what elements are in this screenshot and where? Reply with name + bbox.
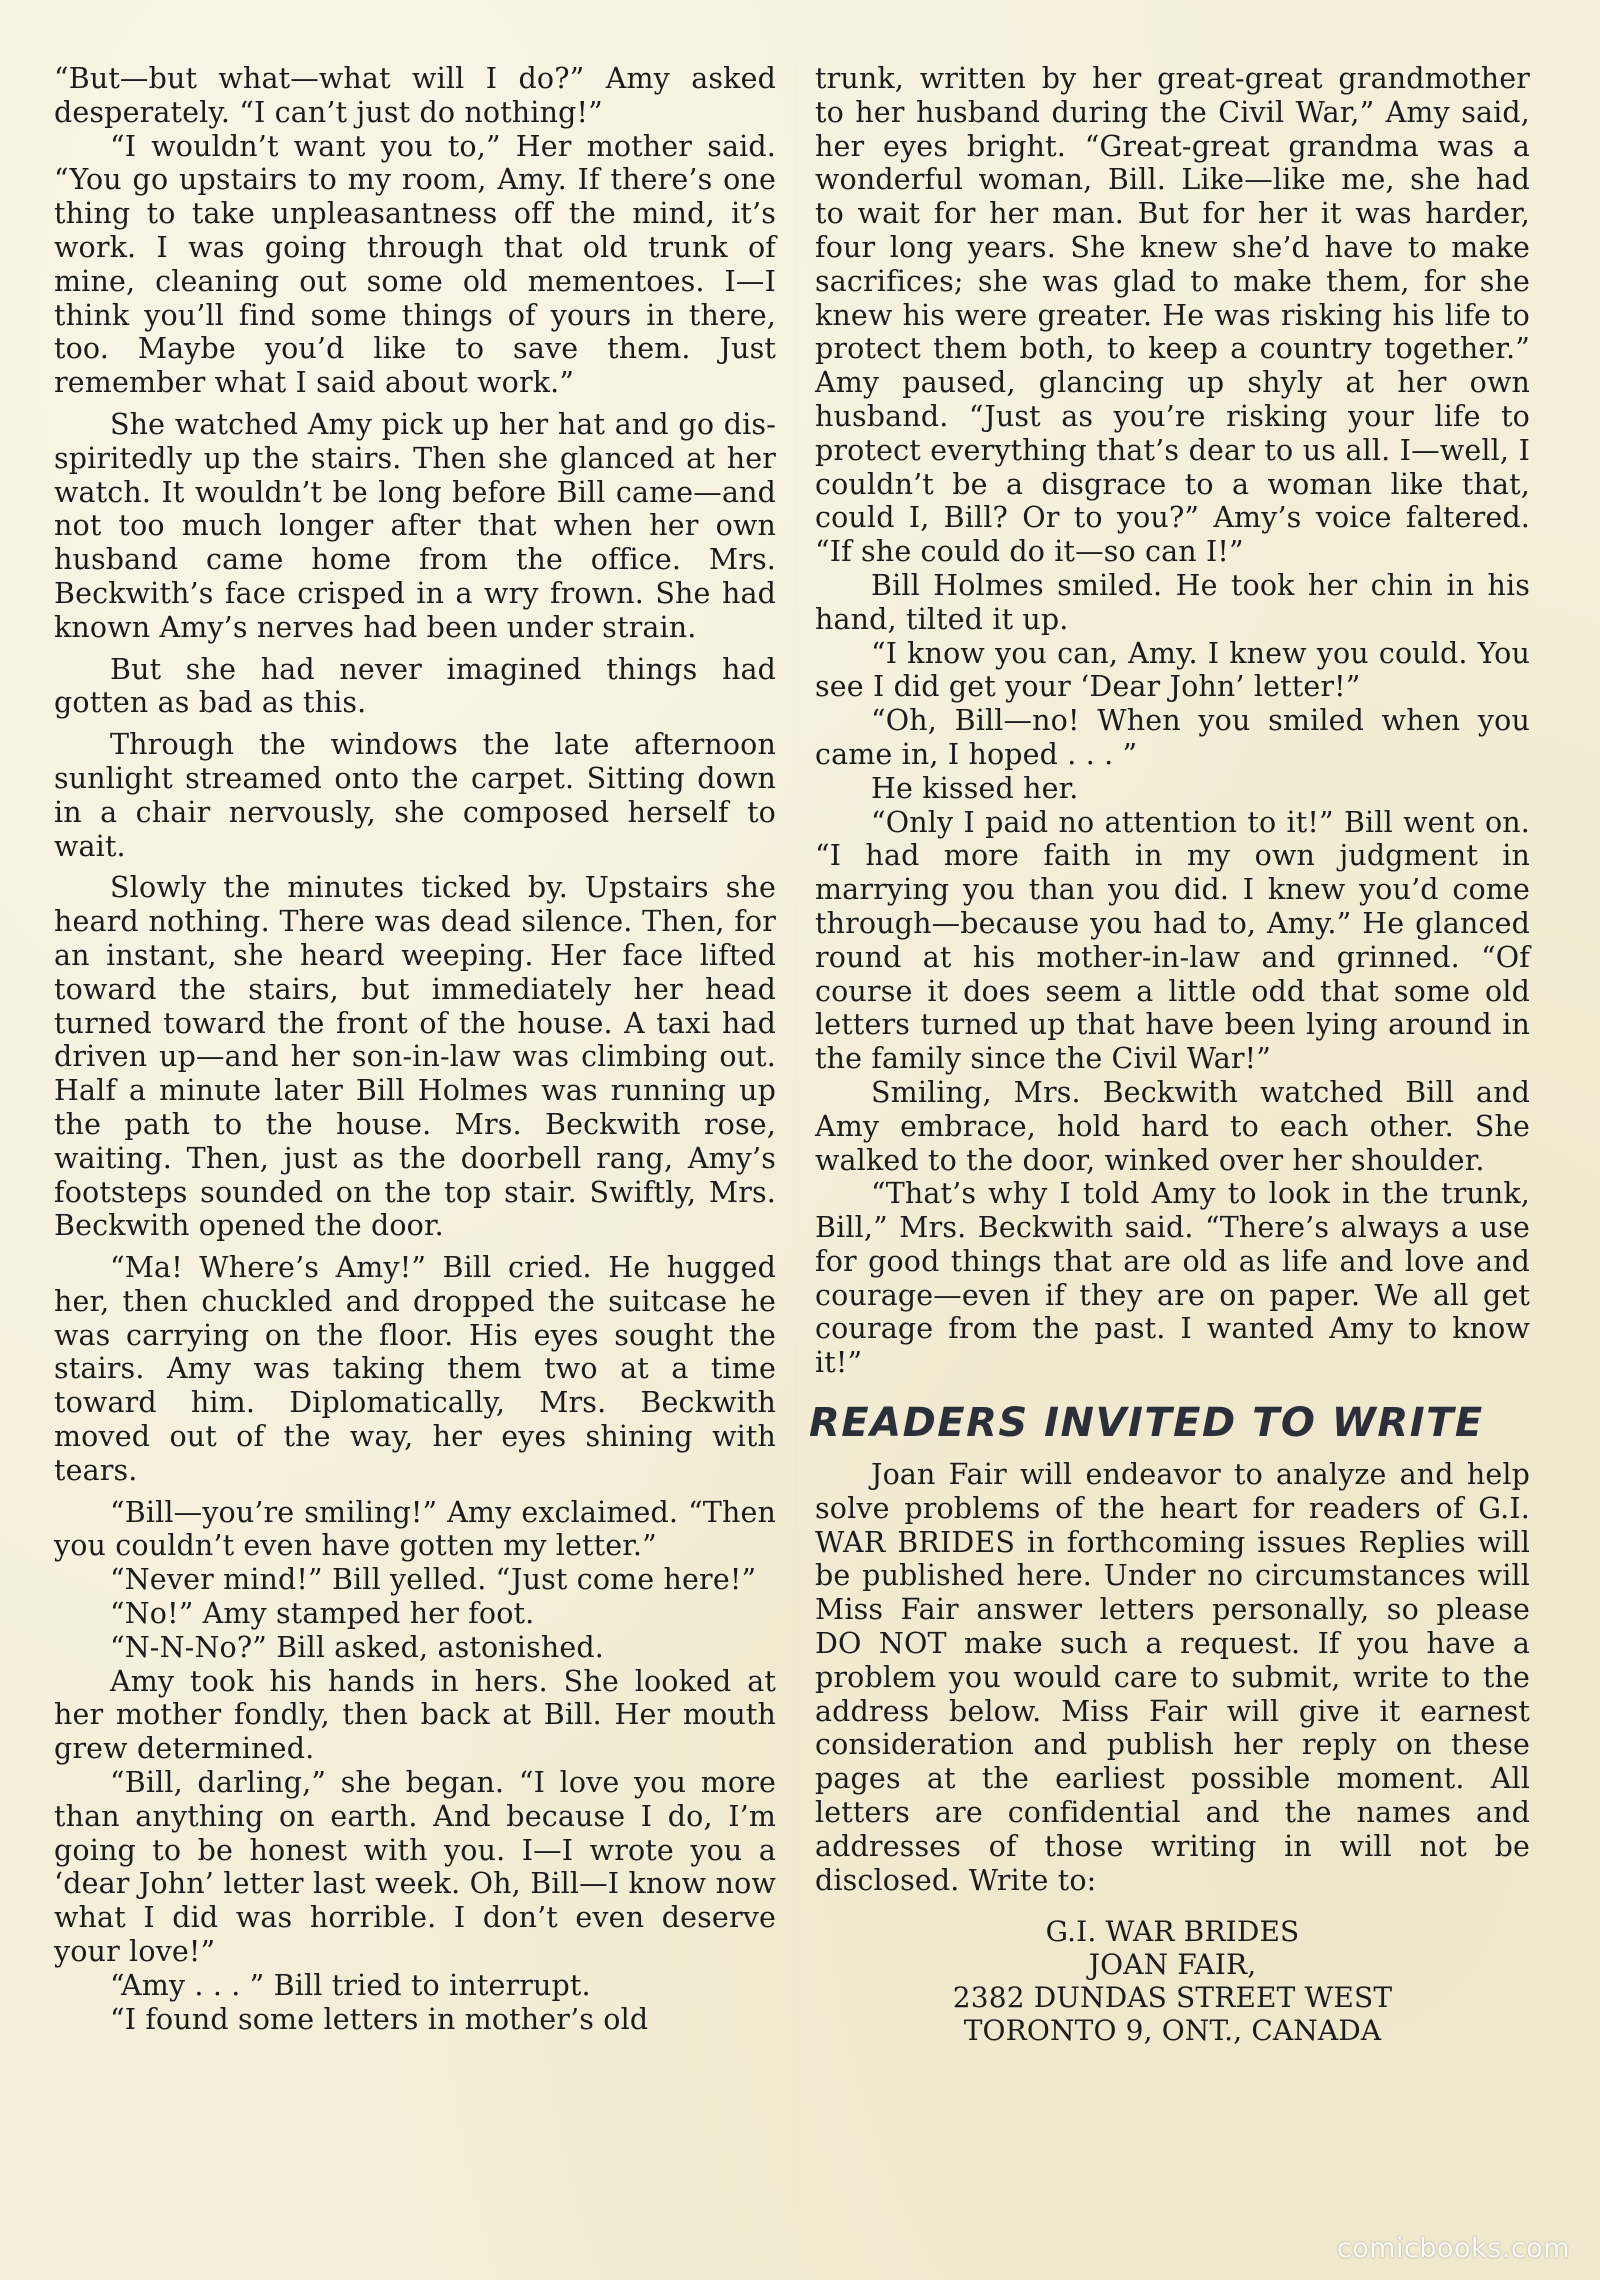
left-paragraph-7: “Ma! Where’s Amy!” Bill cried. He hugged her, then chuckled and dropped the suitcase he was carrying on the floor. His eyes sought the stairs. Amy was taking them two at a time toward him. Diplomatically, Mrs. Beckwith moved out of the way, her eyes shining with tears. [54, 1251, 776, 1487]
site-watermark: comicbooks.com [1336, 2233, 1570, 2264]
left-column [54, 62, 776, 2036]
left-paragraph-2: “I wouldn’t want you to,” Her mother said. “You go upstairs to my room, Amy. If there’s one thing to take unpleasantness off the mind, it’s work. I was going through that old trunk of mine, cleaning out some old mementoes. I—I think you’ll find some things of yours in there, too. Maybe you’d like to save them. Just remember what I said about work.” [54, 129, 776, 400]
left-paragraph-9: “Never mind!” Bill yelled. “Just come here!” [110, 1563, 757, 1597]
left-paragraph-13: “Bill, darling,” she began. “I love you more than anything on earth. And because I do, I’m going to be honest with you. I—I wrote you a ‘dear John’ letter last week. Oh, Bill—I know now what I did was horrible. I don’t even deserve your love!” [54, 1766, 776, 1969]
right-paragraph-4: “Oh, Bill—no! When you smiled when you came in, I hoped . . . ” [815, 704, 1530, 771]
left-paragraph-5: Through the windows the late afternoon sunlight streamed onto the carpet. Sitting down in a chair nervously, she composed herself to wait. [54, 728, 776, 863]
right-paragraph-3: “I know you can, Amy. I knew you could. You see I did get your ‘Dear John’ letter!” [815, 636, 1530, 704]
right-paragraph-2: Bill Holmes smiled. He took her chin in his hand, tilted it up. [815, 568, 1530, 636]
left-paragraph-8: “Bill—you’re smiling!” Amy exclaimed. “Then you couldn’t even have gotten my letter.” [54, 1495, 776, 1563]
left-paragraph-10: “No!” Amy stamped her foot. [110, 1597, 535, 1631]
left-paragraph-3: She watched Amy pick up her hat and go dis-spiritedly up the stairs. Then she glanced at her watch. It wouldn’t be long before Bill came—and not too much longer after that when her own husband came home from the office. Mrs. Beckwith’s face crisped in a wry frown. She had known Amy’s nerves had been under strain. [54, 407, 776, 644]
left-paragraph-11: “N-N-No?” Bill asked, astonished. [110, 1630, 604, 1664]
right-paragraph-1: trunk, written by her great-great grandmother to her husband during the Civil War,” Amy said, her eyes bright. “Great-great grandma was a wonderful woman, Bill. Like—like me, she had to wait for her man. But for her it was harder, four long years. She knew she’d have to make sacrifices; she was glad to make them, for she knew his were greater. He was risking his life to protect them both, to keep a country together.” Amy paused, glancing up shyly at her own husband. “Just as you’re risking your life to protect everything that’s dear to us all. I—well, I couldn’t be a disgrace to a woman like that, could I, Bill? Or to you?” Amy’s voice faltered. “If she could do it—so can I!” [815, 62, 1530, 569]
right-paragraph-8: “That’s why I told Amy to look in the trunk, Bill,” Mrs. Beckwith said. “There’s always a use for good things that are old as life and love and courage—even if they are on paper. We all get courage from the past. I wanted Amy to know it!” [815, 1177, 1530, 1380]
readers-invited-heading: READERS INVITED TO WRITE [809, 1400, 1484, 1447]
right-column [809, 62, 1530, 2048]
left-paragraph-4: But she had never imagined things had gotten as bad as this. [54, 652, 776, 720]
address-line-4: TORONTO 9, ONT., CANADA [963, 2014, 1382, 2048]
readers-notice: Joan Fair will endeavor to analyze and help solve problems of the heart for readers of G.I. WAR BRIDES in forthcoming issues Replies will be published here. Under no circumstances will Miss Fair answer letters personally, so please DO NOT make such a request. If you have a problem you would care to submit, write to the address below. Miss Fair will give it earnest consideration and publish her reply on these pages at the earliest possible moment. All letters are confidential and the names and addresses of those writing in will not be disclosed. Write to: [815, 1458, 1530, 1897]
address-line-3: 2382 DUNDAS STREET WEST [952, 1981, 1393, 2015]
address-line-1: G.I. WAR BRIDES [1045, 1915, 1300, 1949]
right-paragraph-6: “Only I paid no attention to it!” Bill went on. “I had more faith in my own judgment in marrying you than you did. I knew you’d come through—because you had to, Amy.” He glanced round at his mother-in-law and grinned. “Of course it does seem a little odd that some old letters turned up that have been lying around in the family since the Civil War!” [815, 805, 1530, 1076]
left-paragraph-15: “I found some letters in mother’s old [110, 2002, 649, 2036]
left-paragraph-14: “Amy . . . ” Bill tried to interrupt. [110, 1968, 591, 2002]
left-paragraph-6: Slowly the minutes ticked by. Upstairs she heard nothing. There was dead silence. Then, for an instant, she heard weeping. Her face lifted toward the stairs, but immediately her head turned toward the front of the house. A taxi had driven up—and her son-in-law was climbing out. Half a minute later Bill Holmes was running up the path to the house. Mrs. Beckwith rose, waiting. Then, just as the doorbell rang, Amy’s footsteps sounded on the top stair. Swiftly, Mrs. Beckwith opened the door. [54, 871, 776, 1243]
left-paragraph-12: Amy took his hands in hers. She looked at her mother fondly, then back at Bill. Her mouth grew determined. [54, 1664, 776, 1766]
right-paragraph-5: He kissed her. [871, 771, 1079, 805]
left-paragraph-1: “But—but what—what will I do?” Amy asked desperately. “I can’t just do nothing!” [54, 62, 776, 129]
mailing-address [815, 1915, 1530, 2047]
column-gutter [796, 60, 797, 2210]
right-paragraph-7: Smiling, Mrs. Beckwith watched Bill and Amy embrace, hold hard to each other. She walked to the door, winked over her shoulder. [815, 1075, 1530, 1177]
address-line-2: JOAN FAIR, [1088, 1948, 1257, 1982]
